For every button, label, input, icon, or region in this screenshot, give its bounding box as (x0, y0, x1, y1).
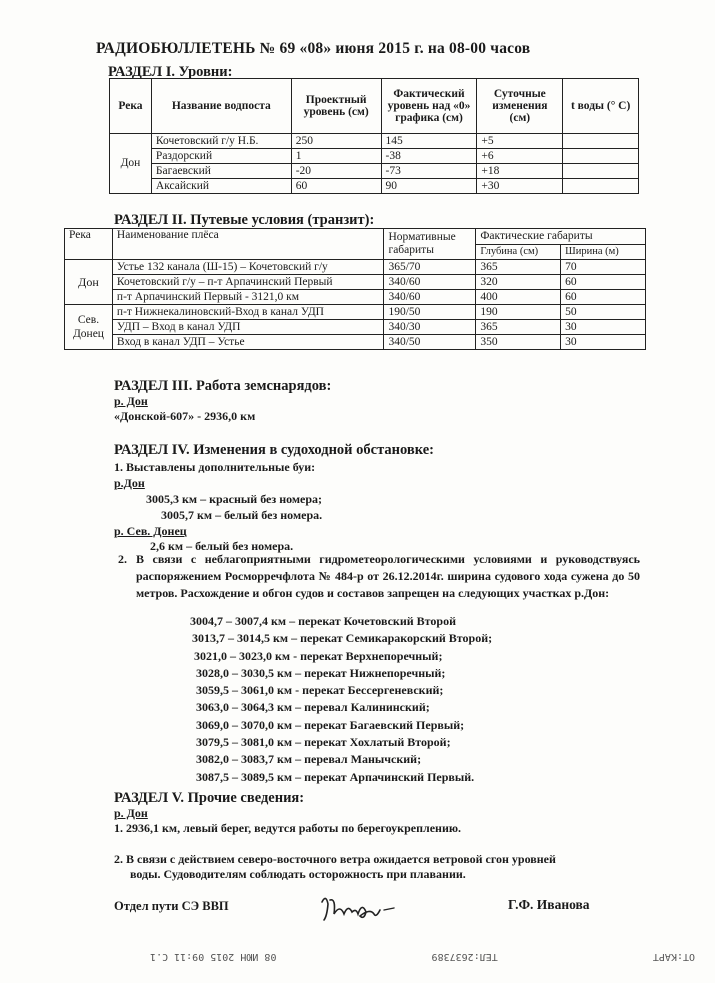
list-item: 3004,7 – 3007,4 км – перекат Кочетовский Второй (190, 614, 456, 628)
transit-header-width: Ширина (м) (561, 244, 646, 260)
transit-header-row (65, 229, 646, 245)
table-row (65, 335, 646, 350)
table-row (65, 290, 646, 305)
signature-department: Отдел пути СЭ ВВП (114, 899, 229, 913)
transit-width: 30 (561, 320, 646, 335)
transit-reach: УДП – Вход в канал УДП (112, 320, 384, 335)
transit-reach: Вход в канал УДП – Устье (112, 335, 384, 350)
table-row (65, 320, 646, 335)
levels-post: Багаевский (151, 164, 291, 179)
fax-datetime: 08 ИЮН 2015 09:11 С.1 (150, 951, 277, 962)
levels-daily: +18 (477, 164, 563, 179)
transit-river-donets: Сев. Донец (65, 305, 113, 350)
levels-header-design: Проектный уровень (см) (291, 79, 381, 134)
levels-design: 250 (291, 134, 381, 149)
levels-design: 60 (291, 179, 381, 194)
section5-item2-line1: 2. В связи с действием северо-восточного ветра ожидается ветровой сгон уровней (114, 852, 556, 866)
transit-header-normative: Нормативные габариты (384, 229, 476, 260)
transit-reach: Устье 132 канала (Ш-15) – Кочетовский г/у (112, 260, 384, 275)
levels-daily: +30 (477, 179, 563, 194)
levels-temp (563, 149, 639, 164)
transit-norm: 365/70 (384, 260, 476, 275)
section5-item2-line2: воды. Судоводителям соблюдать осторожность при плавании. (130, 867, 466, 881)
table-row (110, 134, 639, 149)
section5-item1: 1. 2936,1 км, левый берег, ведутся работы по берегоукреплению. (114, 821, 462, 835)
section4-river-donets: р. Сев. Донец (114, 524, 187, 538)
fax-tel: ТЕЛ:2637389 (431, 951, 498, 962)
signatory-name: Г.Ф. Иванова (508, 897, 590, 912)
bulletin-title: РАДИОБЮЛЛЕТЕНЬ № 69 «08» июня 2015 г. на 08-00 часов (96, 40, 531, 57)
transit-header-depth: Глубина (см) (476, 244, 561, 260)
list-item: 3013,7 – 3014,5 км – перекат Семикаракорский Второй; (192, 631, 493, 646)
section4-item1: 1. Выставлены дополнительные буи: (114, 460, 316, 474)
section4-item2-text: В связи с неблагоприятными гидрометеорологическими условиями и руководствуясь распоряжением Росморречфлота № 484-р от 26.12.2014г. ширина судового хода сужена до 50 метров. Расхождение и обгон судов и составов запрещен на следующих участках р.Дон: (136, 552, 640, 600)
section5-heading: РАЗДЕЛ V. Прочие сведения: (114, 790, 305, 806)
section3-dredger: «Донской-607» - 2936,0 км (114, 409, 256, 423)
fax-from: ОТ:КАРТ (652, 951, 695, 962)
list-item: 3063,0 – 3064,3 км – перевал Калининский; (196, 700, 430, 715)
levels-temp (563, 164, 639, 179)
levels-post: Аксайский (151, 179, 291, 194)
section3-river: р. Дон (114, 394, 148, 408)
section5-river: р. Дон (114, 806, 148, 820)
table-row (110, 179, 639, 194)
transit-width: 70 (561, 260, 646, 275)
levels-design: 1 (291, 149, 381, 164)
levels-header-actual: Фактический уровень над «0» графика (см) (381, 79, 477, 134)
transit-header-reach: Наименование плёса (112, 229, 384, 260)
transit-width: 50 (561, 305, 646, 320)
handwritten-signature (318, 890, 408, 928)
table-row (65, 260, 646, 275)
levels-daily: +6 (477, 149, 563, 164)
transit-river-don: Дон (65, 260, 113, 305)
transit-width: 30 (561, 335, 646, 350)
list-item: 3082,0 – 3083,7 км – перевал Манычский; (196, 752, 422, 767)
section3-heading: РАЗДЕЛ III. Работа земснарядов: (114, 378, 332, 394)
transit-header-actual: Фактические габариты (476, 229, 646, 245)
transit-norm: 340/60 (384, 290, 476, 305)
levels-header-daily: Суточные изменения (см) (477, 79, 563, 134)
levels-header-row (110, 79, 639, 134)
transit-norm: 340/60 (384, 275, 476, 290)
section4-river-don: р.Дон (114, 476, 145, 490)
transit-norm: 340/30 (384, 320, 476, 335)
levels-actual: -73 (381, 164, 477, 179)
table-row (110, 164, 639, 179)
levels-actual: 90 (381, 179, 477, 194)
transit-depth: 190 (476, 305, 561, 320)
levels-header-river: Река (110, 79, 152, 134)
levels-table (109, 78, 639, 194)
table-row (65, 275, 646, 290)
transit-reach: п-т Нижнекалиновский-Вход в канал УДП (112, 305, 384, 320)
section4-heading: РАЗДЕЛ IV. Изменения в судоходной обстановке: (114, 442, 434, 458)
transit-depth: 400 (476, 290, 561, 305)
transit-depth: 350 (476, 335, 561, 350)
list-item: 3069,0 – 3070,0 км – перекат Багаевский Первый; (196, 717, 465, 732)
section4-buoy1: 3005,3 км – красный без номера; (146, 492, 323, 506)
levels-post: Раздорский (151, 149, 291, 164)
transit-depth: 320 (476, 275, 561, 290)
levels-river-cell: Дон (110, 134, 152, 194)
transit-norm: 340/50 (384, 335, 476, 350)
levels-actual: 145 (381, 134, 477, 149)
list-item: 3059,5 – 3061,0 км - перекат Бессергеневский; (196, 683, 444, 698)
list-item: 3079,5 – 3081,0 км – перекат Хохлатый Второй; (196, 735, 451, 750)
transit-norm: 190/50 (384, 305, 476, 320)
levels-temp (563, 134, 639, 149)
section1-heading: РАЗДЕЛ I. Уровни: (108, 64, 233, 80)
section4-item2-number: 2. (118, 552, 127, 566)
table-row (65, 305, 646, 320)
transit-header-river: Река (65, 229, 113, 260)
levels-actual: -38 (381, 149, 477, 164)
restricted-sections-list (190, 613, 492, 786)
levels-header-temp: t воды (° С) (563, 79, 639, 134)
fax-header-line (150, 951, 695, 962)
transit-width: 60 (561, 275, 646, 290)
transit-depth: 365 (476, 320, 561, 335)
table-row (110, 149, 639, 164)
section4-buoy3: 2,6 км – белый без номера. (150, 539, 294, 553)
levels-header-post: Название водпоста (151, 79, 291, 134)
section4-buoy2: 3005,7 км – белый без номера. (161, 508, 323, 522)
transit-reach: Кочетовский г/у – п-т Арпачинский Первый (112, 275, 384, 290)
transit-table (64, 228, 646, 350)
transit-reach: п-т Арпачинский Первый - 3121,0 км (112, 290, 384, 305)
levels-design: -20 (291, 164, 381, 179)
levels-post: Кочетовский г/у Н.Б. (151, 134, 291, 149)
list-item: 3021,0 – 3023,0 км - перекат Верхнепоречный; (194, 648, 443, 663)
section4-item2 (118, 551, 640, 602)
section2-heading: РАЗДЕЛ II. Путевые условия (транзит): (114, 212, 375, 228)
list-item: 3087,5 – 3089,5 км – перекат Арпачинский Первый. (196, 769, 475, 784)
levels-temp (563, 179, 639, 194)
list-item: 3028,0 – 3030,5 км – перекат Нижнепоречный; (196, 665, 446, 680)
levels-daily: +5 (477, 134, 563, 149)
transit-depth: 365 (476, 260, 561, 275)
transit-width: 60 (561, 290, 646, 305)
